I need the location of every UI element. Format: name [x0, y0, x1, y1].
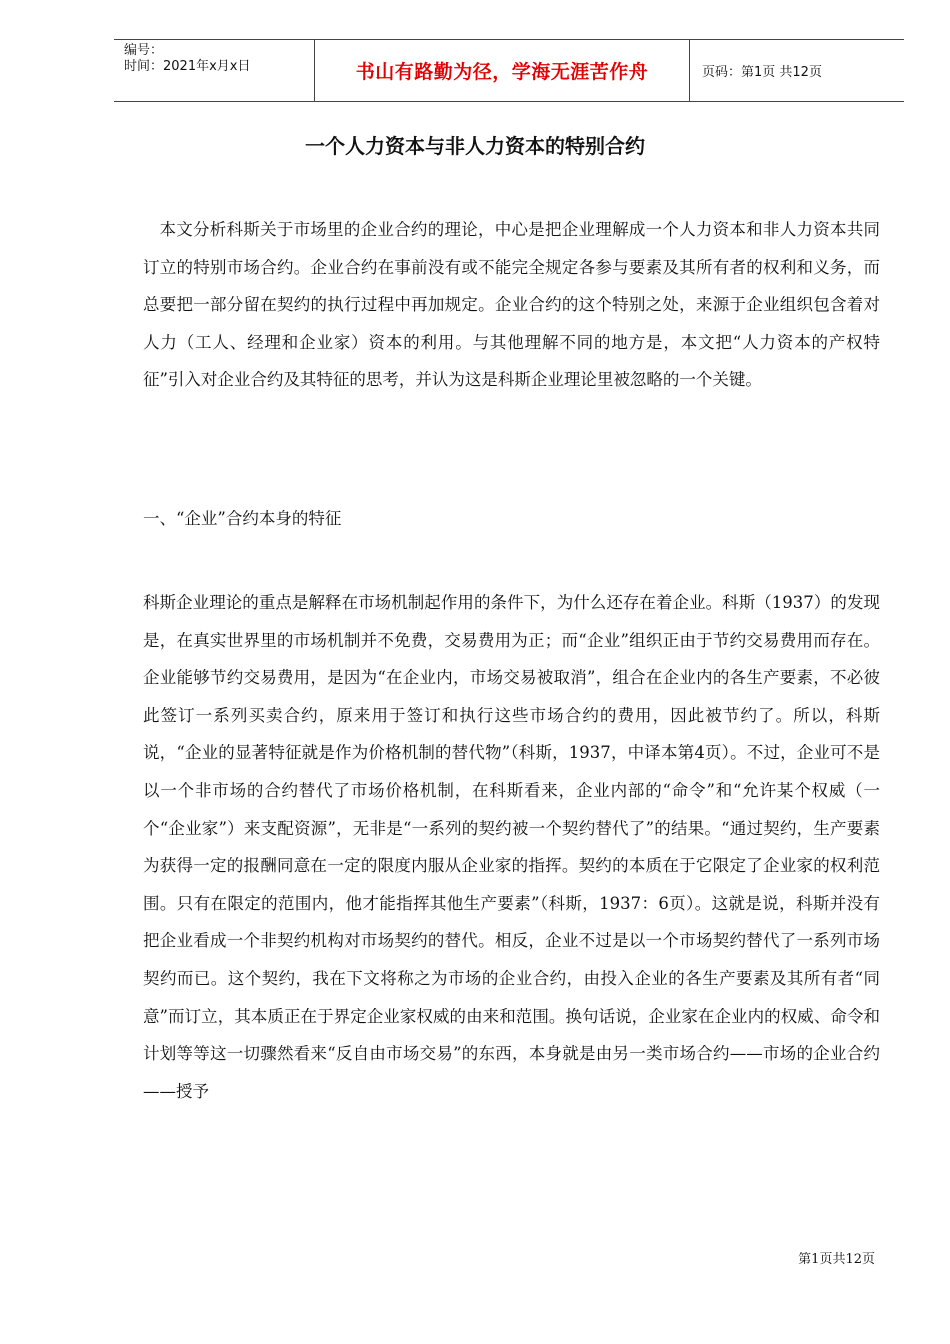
document-title: 一个人力资本与非人力资本的特别合约 [305, 134, 645, 158]
time-label: 时间：2021年x月x日 [124, 59, 251, 74]
number-label: 编号： [124, 43, 164, 58]
header-page-info: 页码：第1页 共12页 [702, 65, 822, 80]
paragraph-body: 科斯企业理论的重点是解释在市场机制起作用的条件下，为什么还存在着企业。科斯（1937）的发现是，在真实世界里的市场机制并不免费，交易费用为正；而“企业”组织正由于节约交易费用而存在。企业能够节约交易费用，是因为“在企业内，市场交易被取消”，组合在企业内的各生产要素，不必彼此签订一系列买卖合约，原来用于签订和执行这些市场合约的费用，因此被节约了。所以，科斯说，“企业的显著特征就是作为价格机制的替代物”（科斯，1937，中译本第4页）。不过，企业可不是以一个非市场的合约替代了市场价格机制，在科斯看来，企业内部的“命令”和“允许某个权威（一个“企业家”）来支配资源”，无非是“一系列的契约被一个契约替代了”的结果。“通过契约，生产要素为获得一定的报酬同意在一定的限度内服从企业家的指挥。契约的本质在于它限定了企业家的权利范围。只有在限定的范围内，他才能指挥其他生产要素”（科斯，1937：6页）。这就是说，科斯并没有把企业看成一个非契约机构对市场契约的替代。相反，企业不过是以一个市场契约替代了一系列市场契约而已。这个契约，我在下文将称之为市场的企业合约，由投入企业的各生产要素及其所有者“同意”而订立，其本质正在于界定企业家权威的由来和范围。换句话说，企业家在企业内的权威、命令和计划等等这一切骤然看来“反自由市场交易”的东西，本身就是由另一类市场合约——市场的企业合约——授予 [143, 593, 880, 1101]
page-footer: 第1页共12页 [798, 1252, 875, 1267]
header-motto: 书山有路勤为径，学海无涯苦作舟 [315, 40, 690, 101]
section-heading: 一、“企业”合约本身的特征 [143, 509, 342, 528]
paragraph-abstract: 本文分析科斯关于市场里的企业合约的理论，中心是把企业理解成一个人力资本和非人力资本共同订立的特别市场合约。企业合约在事前没有或不能完全规定各参与要素及其所有者的权利和义务，而总要把一部分留在契约的执行过程中再加规定。企业合约的这个特别之处，来源于企业组织包含着对人力（工人、经理和企业家）资本的利用。与其他理解不同的地方是，本文把“人力资本的产权特征”引入对企业合约及其特征的思考，并认为这是科斯企业理论里被忽略的一个关键。 [143, 220, 880, 390]
page-header [114, 39, 904, 102]
header-meta [114, 40, 315, 101]
